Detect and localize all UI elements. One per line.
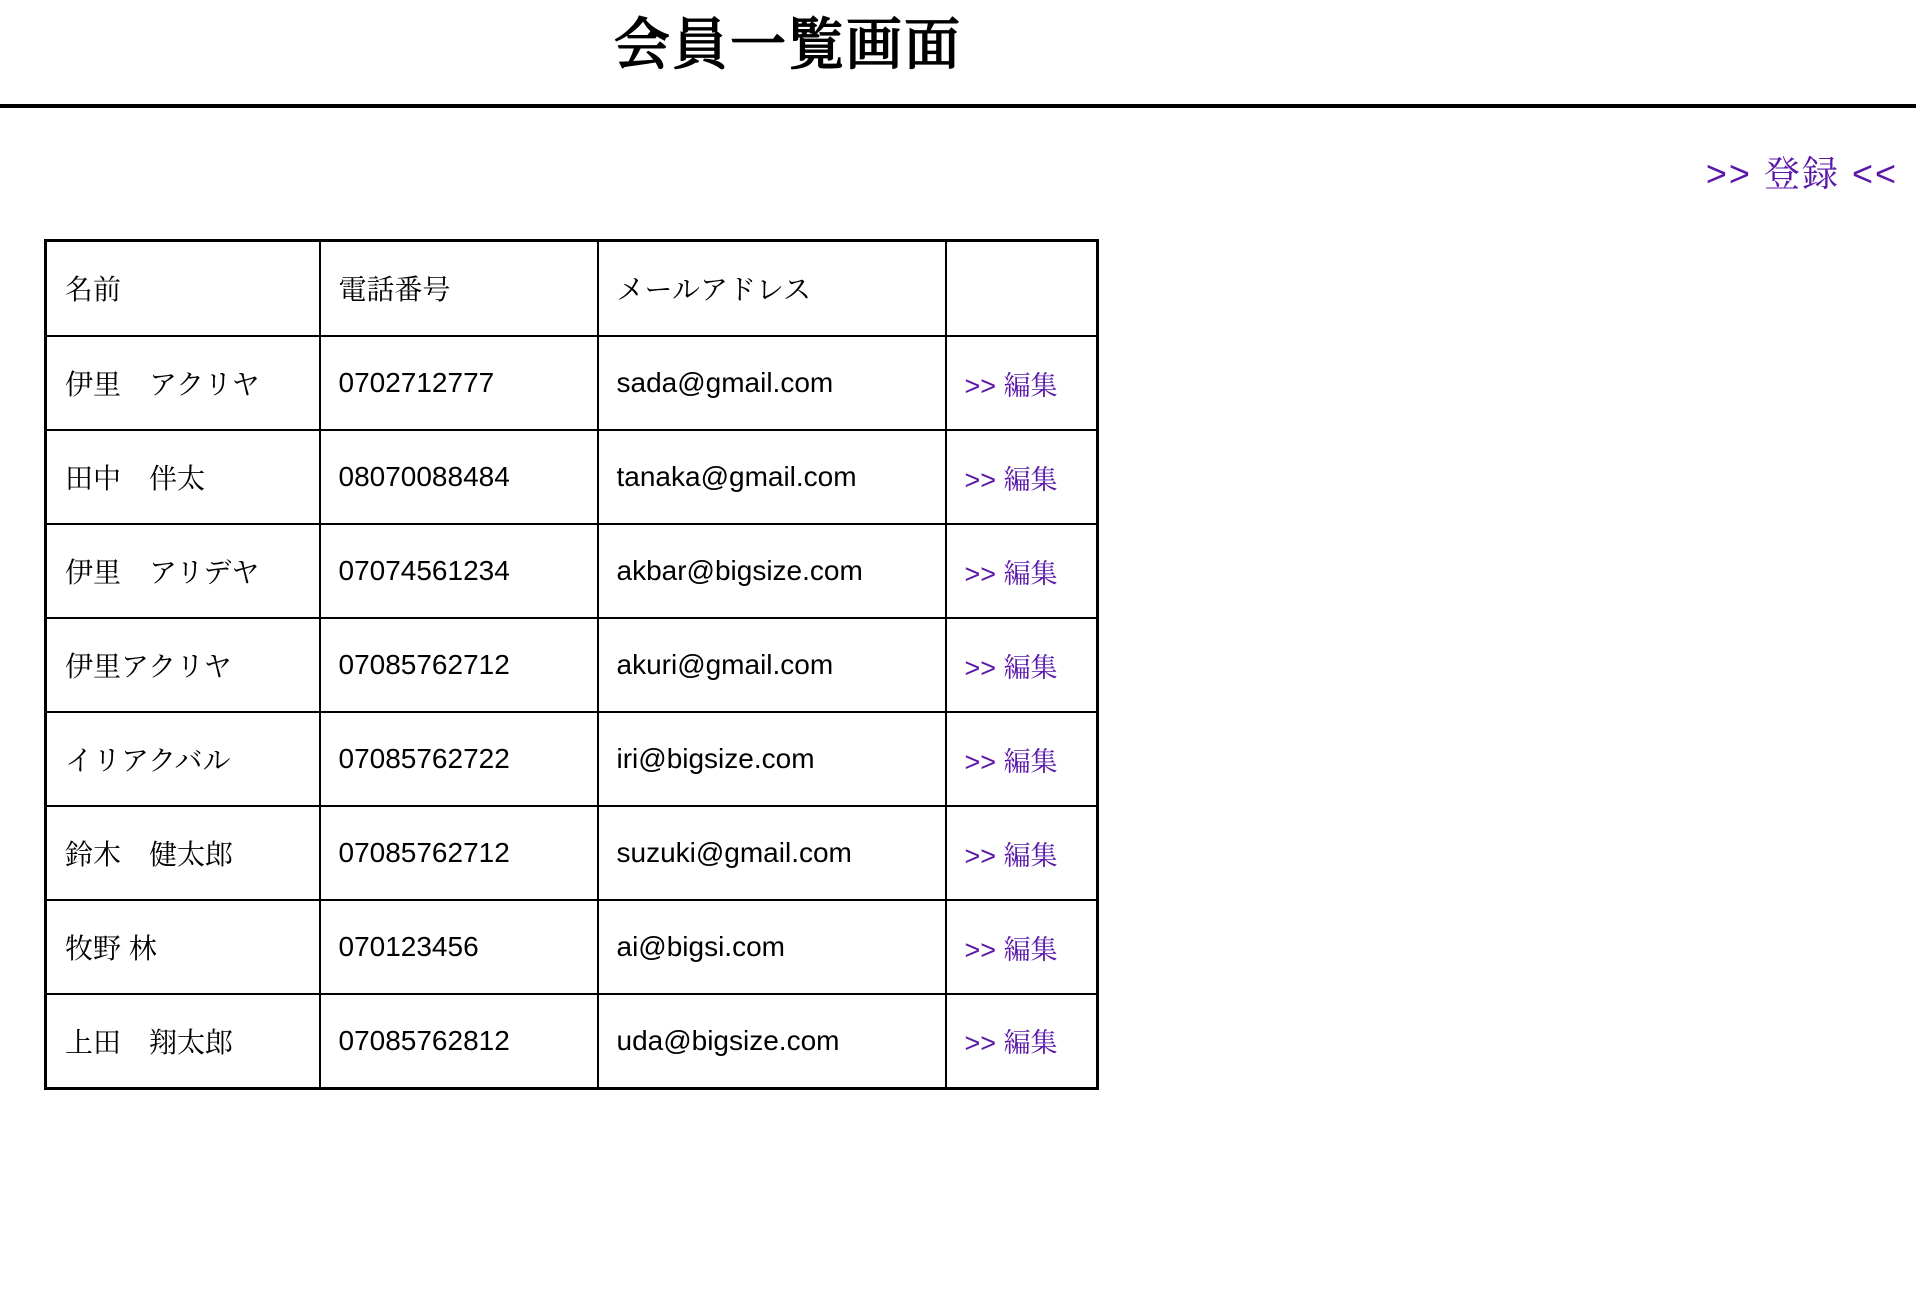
cell-name: 鈴木 健太郎 [46, 806, 320, 900]
cell-name: 伊里アクリヤ [46, 618, 320, 712]
edit-link[interactable]: >> 編集 [964, 1028, 1058, 1059]
cell-edit[interactable] [946, 900, 1098, 994]
cell-edit[interactable] [946, 336, 1098, 430]
cell-edit[interactable] [946, 524, 1098, 618]
cell-email: ai@bigsi.com [598, 900, 946, 994]
register-action-row [0, 108, 1916, 197]
cell-edit[interactable] [946, 994, 1098, 1088]
column-header-edit [946, 240, 1098, 336]
cell-email: suzuki@gmail.com [598, 806, 946, 900]
table-row [46, 712, 1098, 806]
table-row [46, 806, 1098, 900]
page-title: 会員一覧画面 [614, 13, 962, 76]
cell-email: tanaka@gmail.com [598, 430, 946, 524]
table-row [46, 618, 1098, 712]
cell-email: sada@gmail.com [598, 336, 946, 430]
cell-name: 伊里 アクリヤ [46, 336, 320, 430]
edit-link[interactable]: >> 編集 [964, 464, 1058, 495]
table-row [46, 524, 1098, 618]
cell-name: 牧野 林 [46, 900, 320, 994]
cell-email: iri@bigsize.com [598, 712, 946, 806]
table-row [46, 900, 1098, 994]
column-header-name: 名前 [46, 240, 320, 336]
cell-edit[interactable] [946, 712, 1098, 806]
cell-tel: 07085762712 [320, 618, 598, 712]
edit-link[interactable]: >> 編集 [964, 840, 1058, 871]
cell-tel: 07074561234 [320, 524, 598, 618]
cell-tel: 07085762812 [320, 994, 598, 1088]
cell-name: 上田 翔太郎 [46, 994, 320, 1088]
cell-edit[interactable] [946, 806, 1098, 900]
table-body [46, 336, 1098, 1088]
cell-email: akbar@bigsize.com [598, 524, 946, 618]
member-table-container [0, 197, 1916, 1090]
edit-link[interactable]: >> 編集 [964, 934, 1058, 965]
cell-email: uda@bigsize.com [598, 994, 946, 1088]
cell-email: akuri@gmail.com [598, 618, 946, 712]
column-header-tel: 電話番号 [320, 240, 598, 336]
table-row [46, 430, 1098, 524]
edit-link[interactable]: >> 編集 [964, 652, 1058, 683]
cell-name: イリアクバル [46, 712, 320, 806]
member-table [44, 239, 1099, 1090]
edit-link[interactable]: >> 編集 [964, 370, 1058, 401]
cell-tel: 07085762722 [320, 712, 598, 806]
table-row [46, 336, 1098, 430]
cell-tel: 07085762712 [320, 806, 598, 900]
edit-link[interactable]: >> 編集 [964, 746, 1058, 777]
column-header-email: メールアドレス [598, 240, 946, 336]
table-head [46, 240, 1098, 336]
cell-name: 伊里 アリデヤ [46, 524, 320, 618]
edit-link[interactable]: >> 編集 [964, 558, 1058, 589]
cell-tel: 08070088484 [320, 430, 598, 524]
cell-edit[interactable] [946, 618, 1098, 712]
table-row [46, 994, 1098, 1088]
page-header [0, 0, 1916, 108]
register-link[interactable]: >> 登録 << [1705, 152, 1898, 194]
cell-edit[interactable] [946, 430, 1098, 524]
cell-name: 田中 伴太 [46, 430, 320, 524]
cell-tel: 0702712777 [320, 336, 598, 430]
table-header-row [46, 240, 1098, 336]
cell-tel: 070123456 [320, 900, 598, 994]
